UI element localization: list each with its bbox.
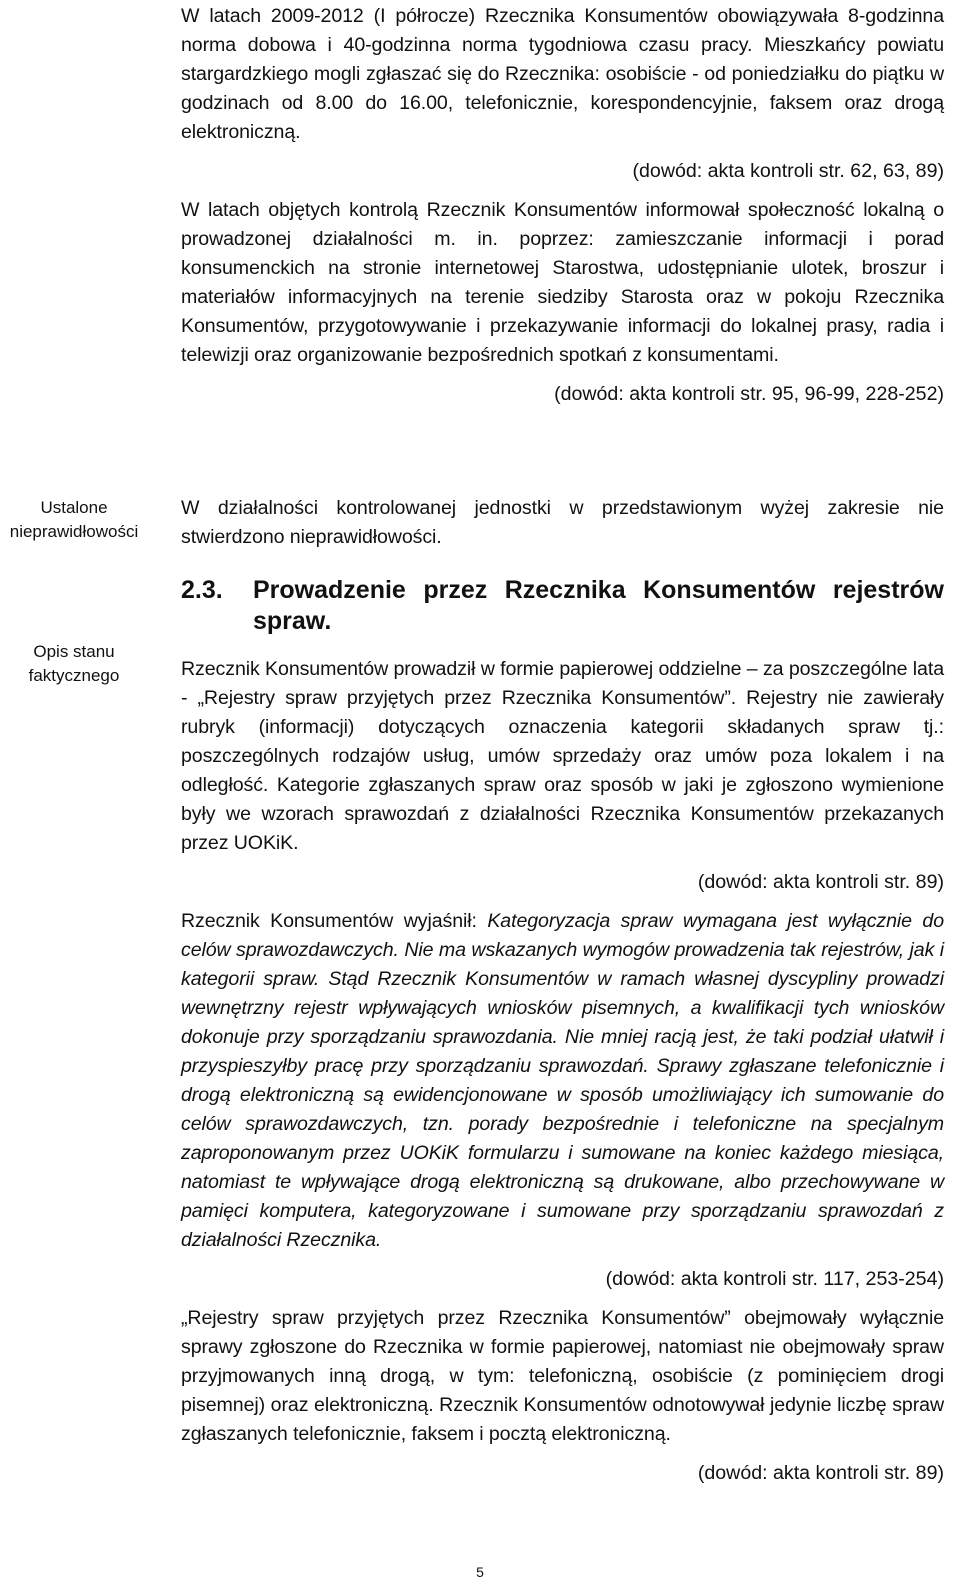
factual-state-side-label: Opis stanu faktycznego: [28, 642, 120, 685]
evidence-citation: (dowód: akta kontroli str. 117, 253-254): [605, 1268, 944, 1290]
explanation-paragraph: [181, 907, 944, 1255]
section-title: Prowadzenie przez Rzecznika Konsumentów rejestrów spraw.: [253, 576, 944, 635]
irregularities-section: [181, 494, 944, 552]
section-heading: [181, 575, 944, 637]
irregularities-paragraph: W działalności kontrolowanej jednostki w przedstawionym wyżej zakresie nie stwierdzono nieprawidłowości.: [181, 497, 944, 548]
section-number: 2.3.: [181, 576, 223, 604]
registers-scope-paragraph: „Rejestry spraw przyjętych przez Rzecznika Konsumentów” obejmowały wyłącznie sprawy zgłoszone do Rzecznika w formie papierowej, natomiast nie obejmowały spraw przyjmowanych inną drogą, w tym: telefoniczną, osobiście (z pominięciem drogi pisemnej) oraz elektroniczną. Rzecznik Konsumentów odnotowywał jedynie liczbę spraw zgłaszanych telefonicznie, faksem i pocztą elektroniczną.: [181, 1307, 944, 1445]
intro-section: [181, 2, 944, 409]
registers-section: [181, 575, 944, 1488]
evidence-citation: (dowód: akta kontroli str. 62, 63, 89): [632, 160, 944, 182]
page-number: 5: [476, 1564, 484, 1580]
evidence-citation: (dowód: akta kontroli str. 89): [697, 1462, 944, 1484]
explanation-quote: Kategoryzacja spraw wymagana jest wyłącznie do celów sprawozdawczych. Nie ma wskazanych wymogów prowadzenia tak rejestrów, jak i kategorii spraw. Stąd Rzecznik Konsumentów w ramach własnej dyscypliny prowadzi wewnętrzny rejestr wpływających wniosków pisemnych, a kwalifikacji tych wniosków dokonuje przy sporządzaniu sprawozdania. Nie mniej racją jest, że taki podział ułatwił i przyspieszyłby pracę przy sporządzaniu sprawozdań. Sprawy zgłaszane telefonicznie i drogą elektroniczną są ewidencjonowane w sposób umożliwiający ich sumowanie do celów sprawozdawczych, tzn. porady bezpośrednie i telefoniczne na specjalnym zaproponowanym przez UOKiK formularzu i sumowane na koniec każdego miesiąca, natomiast te wpływające drogą elektroniczną są drukowane, albo przechowywane w pamięci komputera, kategoryzowane i sumowane przy sporządzaniu sprawozdań z działalności Rzecznika.: [181, 910, 945, 1251]
public-information-paragraph: W latach objętych kontrolą Rzecznik Konsumentów informował społeczność lokalną o prowadzonej działalności m. in. poprzez: zamieszczanie informacji i porad konsumenckich na stronie internetowej Starostwa, udostępnianie ulotek, broszur i materiałów informacyjnych na terenie siedziby Starosta oraz w pokoju Rzecznika Konsumentów, przygotowywanie i przekazywanie informacji do lokalnej prasy, radia i telewizji oraz organizowanie bezpośrednich spotkań z konsumentami.: [181, 199, 944, 366]
irregularities-side-label: Ustalone nieprawidłowości: [9, 498, 139, 541]
registers-paragraph: Rzecznik Konsumentów prowadził w formie papierowej oddzielne – za poszczególne lata - „Rejestry spraw przyjętych przez Rzecznika Konsumentów”. Rejestry nie zawierały rubryk (informacji) dotyczących oznaczenia kategorii składanych spraw tj.: poszczególnych rodzajów usług, umów sprzedaży oraz umów poza lokalem i na odległość. Kategorie zgłaszanych spraw oraz sposób w jaki je zgłoszono wymienione były we wzorach sprawozdań z działalności Rzecznika Konsumentów przekazanych przez UOKiK.: [181, 658, 944, 854]
evidence-citation: (dowód: akta kontroli str. 89): [697, 871, 944, 893]
office-hours-paragraph: W latach 2009-2012 (I półrocze) Rzecznika Konsumentów obowiązywała 8-godzinna norma dobowa i 40-godzinna norma tygodniowa czasu pracy. Mieszkańcy powiatu stargardzkiego mogli zgłaszać się do Rzecznika: osobiście - od poniedziałku do piątku w godzinach od 8.00 do 16.00, telefonicznie, korespondencyjnie, faksem oraz drogą elektroniczną.: [181, 5, 944, 143]
explanation-intro: Rzecznik Konsumentów wyjaśnił:: [181, 910, 488, 932]
evidence-citation: (dowód: akta kontroli str. 95, 96-99, 228-252): [554, 383, 944, 405]
